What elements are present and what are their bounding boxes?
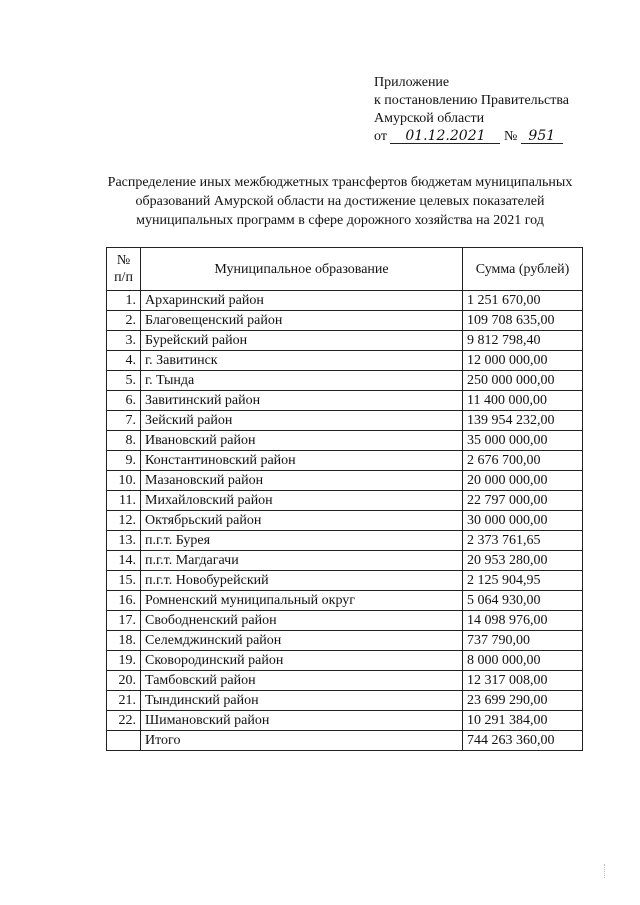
number-prefix: №: [503, 129, 518, 144]
total-label: Итого: [141, 731, 463, 751]
appendix-date-line: [374, 128, 569, 146]
table-row: [107, 651, 583, 671]
row-municipality: п.г.т. Новобурейский: [141, 571, 463, 591]
table-row: [107, 531, 583, 551]
row-number: 11.: [107, 491, 141, 511]
row-number: 4.: [107, 351, 141, 371]
row-municipality: Ивановский район: [141, 431, 463, 451]
row-sum: 737 790,00: [463, 631, 583, 651]
row-sum: 20 000 000,00: [463, 471, 583, 491]
row-municipality: Мазановский район: [141, 471, 463, 491]
row-sum: 11 400 000,00: [463, 391, 583, 411]
row-number: 16.: [107, 591, 141, 611]
row-sum: 109 708 635,00: [463, 311, 583, 331]
date-prefix: от: [374, 129, 387, 144]
handwritten-date: 01.12.2021: [390, 129, 500, 144]
total-sum: 744 263 360,00: [463, 731, 583, 751]
table-row: [107, 631, 583, 651]
row-sum: 12 317 008,00: [463, 671, 583, 691]
row-municipality: Архаринский район: [141, 291, 463, 311]
row-municipality: Тындинский район: [141, 691, 463, 711]
handwritten-number: 951: [521, 129, 563, 144]
header-sum: Сумма (рублей): [463, 248, 583, 291]
row-municipality: Бурейский район: [141, 331, 463, 351]
row-municipality: Свободненский район: [141, 611, 463, 631]
header-number: № п/п: [107, 248, 141, 291]
scan-mark: [604, 864, 611, 878]
table-row: [107, 711, 583, 731]
table-row: [107, 391, 583, 411]
row-municipality: Ромненский муниципальный округ: [141, 591, 463, 611]
row-number: 7.: [107, 411, 141, 431]
table-row: [107, 351, 583, 371]
total-number: [107, 731, 141, 751]
row-sum: 30 000 000,00: [463, 511, 583, 531]
table-row: [107, 511, 583, 531]
row-number: 14.: [107, 551, 141, 571]
row-municipality: Зейский район: [141, 411, 463, 431]
row-number: 12.: [107, 511, 141, 531]
row-number: 8.: [107, 431, 141, 451]
row-municipality: п.г.т. Магдагачи: [141, 551, 463, 571]
row-sum: 5 064 930,00: [463, 591, 583, 611]
table-row: [107, 331, 583, 351]
row-number: 9.: [107, 451, 141, 471]
row-sum: 12 000 000,00: [463, 351, 583, 371]
row-municipality: Благовещенский район: [141, 311, 463, 331]
row-municipality: г. Тында: [141, 371, 463, 391]
table-row: [107, 551, 583, 571]
row-sum: 139 954 232,00: [463, 411, 583, 431]
row-sum: 23 699 290,00: [463, 691, 583, 711]
appendix-reference: к постановлению Правительства: [374, 93, 570, 108]
row-number: 10.: [107, 471, 141, 491]
row-sum: 20 953 280,00: [463, 551, 583, 571]
row-municipality: Селемджинский район: [141, 631, 463, 651]
row-number: 20.: [107, 671, 141, 691]
table-body: [107, 291, 583, 751]
appendix-header: [374, 74, 569, 146]
table-row: [107, 491, 583, 511]
row-municipality: Сковородинский район: [141, 651, 463, 671]
row-sum: 22 797 000,00: [463, 491, 583, 511]
row-number: 17.: [107, 611, 141, 631]
table-row: [107, 311, 583, 331]
row-sum: 2 125 904,95: [463, 571, 583, 591]
row-number: 5.: [107, 371, 141, 391]
row-sum: 2 373 761,65: [463, 531, 583, 551]
table-row: [107, 571, 583, 591]
row-sum: 8 000 000,00: [463, 651, 583, 671]
table-row: [107, 411, 583, 431]
row-sum: 10 291 384,00: [463, 711, 583, 731]
row-sum: 2 676 700,00: [463, 451, 583, 471]
row-number: 19.: [107, 651, 141, 671]
row-sum: 14 098 976,00: [463, 611, 583, 631]
row-number: 13.: [107, 531, 141, 551]
table-row: [107, 591, 583, 611]
row-municipality: Константиновский район: [141, 451, 463, 471]
row-municipality: п.г.т. Бурея: [141, 531, 463, 551]
row-number: 6.: [107, 391, 141, 411]
row-number: 2.: [107, 311, 141, 331]
row-municipality: Октябрьский район: [141, 511, 463, 531]
row-number: 3.: [107, 331, 141, 351]
row-sum: 35 000 000,00: [463, 431, 583, 451]
row-municipality: Михайловский район: [141, 491, 463, 511]
header-municipality: Муниципальное образование: [141, 248, 463, 291]
row-number: 18.: [107, 631, 141, 651]
row-sum: 250 000 000,00: [463, 371, 583, 391]
table-row: [107, 691, 583, 711]
table-row: [107, 431, 583, 451]
row-sum: 1 251 670,00: [463, 291, 583, 311]
table-header-row: [107, 248, 583, 291]
distribution-table: [106, 247, 583, 751]
table-row: [107, 451, 583, 471]
row-municipality: Шимановский район: [141, 711, 463, 731]
table-row: [107, 611, 583, 631]
row-number: 21.: [107, 691, 141, 711]
table-row: [107, 291, 583, 311]
table-row: [107, 671, 583, 691]
table-row: [107, 471, 583, 491]
row-sum: 9 812 798,40: [463, 331, 583, 351]
row-municipality: г. Завитинск: [141, 351, 463, 371]
row-number: 15.: [107, 571, 141, 591]
row-number: 1.: [107, 291, 141, 311]
document-title: Распределение иных межбюджетных трансфертов бюджетам муниципальных образований Амурской области на достижение целевых показателей муниципальных программ в сфере дорожного хозяйства на 2021 год: [107, 175, 573, 228]
row-number: 22.: [107, 711, 141, 731]
row-municipality: Тамбовский район: [141, 671, 463, 691]
appendix-region: Амурской области: [374, 111, 485, 126]
row-municipality: Завитинский район: [141, 391, 463, 411]
table-row: [107, 371, 583, 391]
appendix-title: Приложение: [374, 75, 450, 90]
total-row: [107, 731, 583, 751]
